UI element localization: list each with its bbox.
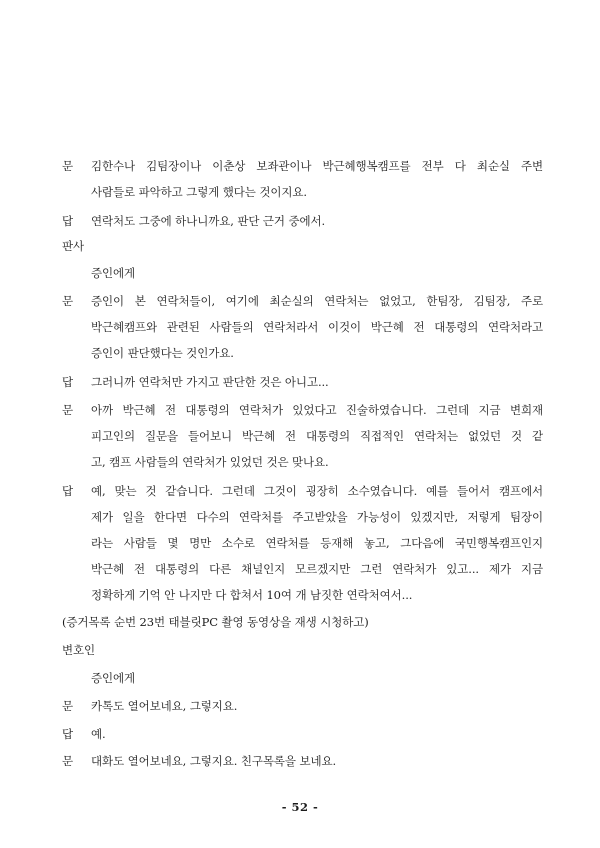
entry-text-line: 예, 맞는 것 같습니다. 그런데 그것이 굉장히 소수였습니다. 예를 들어서 캠프에서 bbox=[91, 484, 543, 498]
speaker-label: 문 bbox=[62, 294, 74, 308]
speaker-label: 문 bbox=[62, 699, 74, 713]
entry-text-line: 증인이 본 연락처들이, 여기에 최순실의 연락처는 없었고, 한팀장, 김팀장, 주로 bbox=[91, 294, 543, 308]
speaker-label: 답 bbox=[62, 375, 74, 389]
entry-text-line: 제가 일을 한다면 다수의 연락처를 주고받았을 가능성이 있겠지만, 저렇게 팀장이 bbox=[91, 510, 543, 524]
speaker-label: 문 bbox=[62, 403, 74, 417]
speaker-label: 문 bbox=[62, 754, 74, 768]
entry-text-line: 아까 박근혜 전 대통령의 연락처가 있었다고 진술하였습니다. 그런데 지금 변희재 bbox=[91, 403, 543, 417]
speaker-label: 답 bbox=[62, 484, 74, 498]
addressee-label: 증인에게 bbox=[91, 266, 136, 280]
page-number: - 52 - bbox=[281, 800, 319, 814]
entry-text-line: 김한수나 김팀장이나 이춘상 보좌관이나 박근혜행복캠프를 전부 다 최순실 주변 bbox=[91, 159, 543, 173]
entry-text-line: 증인이 판단했다는 것인가요. bbox=[91, 346, 234, 360]
speaker-label: 문 bbox=[62, 159, 74, 173]
entry-text-line: 정확하게 기억 안 나지만 다 합쳐서 10여 개 남짓한 연락처여서... bbox=[91, 588, 413, 602]
speaker-label: 답 bbox=[62, 214, 74, 228]
speaker-label: 변호인 bbox=[62, 643, 96, 657]
entry-text-line: 대화도 열어보네요, 그렇지요. 친구목록을 보네요. bbox=[91, 754, 337, 768]
entry-text-line: 카톡도 열어보네요, 그렇지요. bbox=[91, 699, 238, 713]
entry-text-line: 사람들로 파악하고 그렇게 했다는 것이지요. bbox=[91, 185, 307, 199]
entry-text-line: 라는 사람들 몇 명만 소수로 연락처를 등재해 놓고, 그다음에 국민행복캠프인지 bbox=[91, 536, 543, 550]
entry-text-line: 고, 캠프 사람들의 연락처가 있었던 것은 맞나요. bbox=[91, 455, 329, 469]
entry-text-line: 피고인의 질문을 들어보니 박근혜 전 대통령의 직접적인 연락처는 없었던 것 같 bbox=[91, 429, 543, 443]
speaker-label: 판사 bbox=[62, 239, 85, 253]
entry-text-line: 그러니까 연락처만 가지고 판단한 것은 아니고... bbox=[91, 375, 329, 389]
entry-text-line: 박근혜캠프와 관련된 사람들의 연락처라서 이것이 박근혜 전 대통령의 연락처라고 bbox=[91, 320, 543, 334]
speaker-label: 답 bbox=[62, 727, 74, 741]
addressee-label: 증인에게 bbox=[91, 671, 136, 685]
entry-text-line: 연락처도 그중에 하나니까요, 판단 근거 중에서. bbox=[91, 214, 326, 228]
note-text: (증거목록 순번 23번 태블릿PC 촬영 동영상을 재생 시청하고) bbox=[62, 615, 369, 629]
entry-text-line: 예. bbox=[91, 727, 106, 741]
entry-text-line: 박근혜 전 대통령의 다른 채널인지 모르겠지만 그런 연락처가 있고... 제가 지금 bbox=[91, 562, 543, 576]
